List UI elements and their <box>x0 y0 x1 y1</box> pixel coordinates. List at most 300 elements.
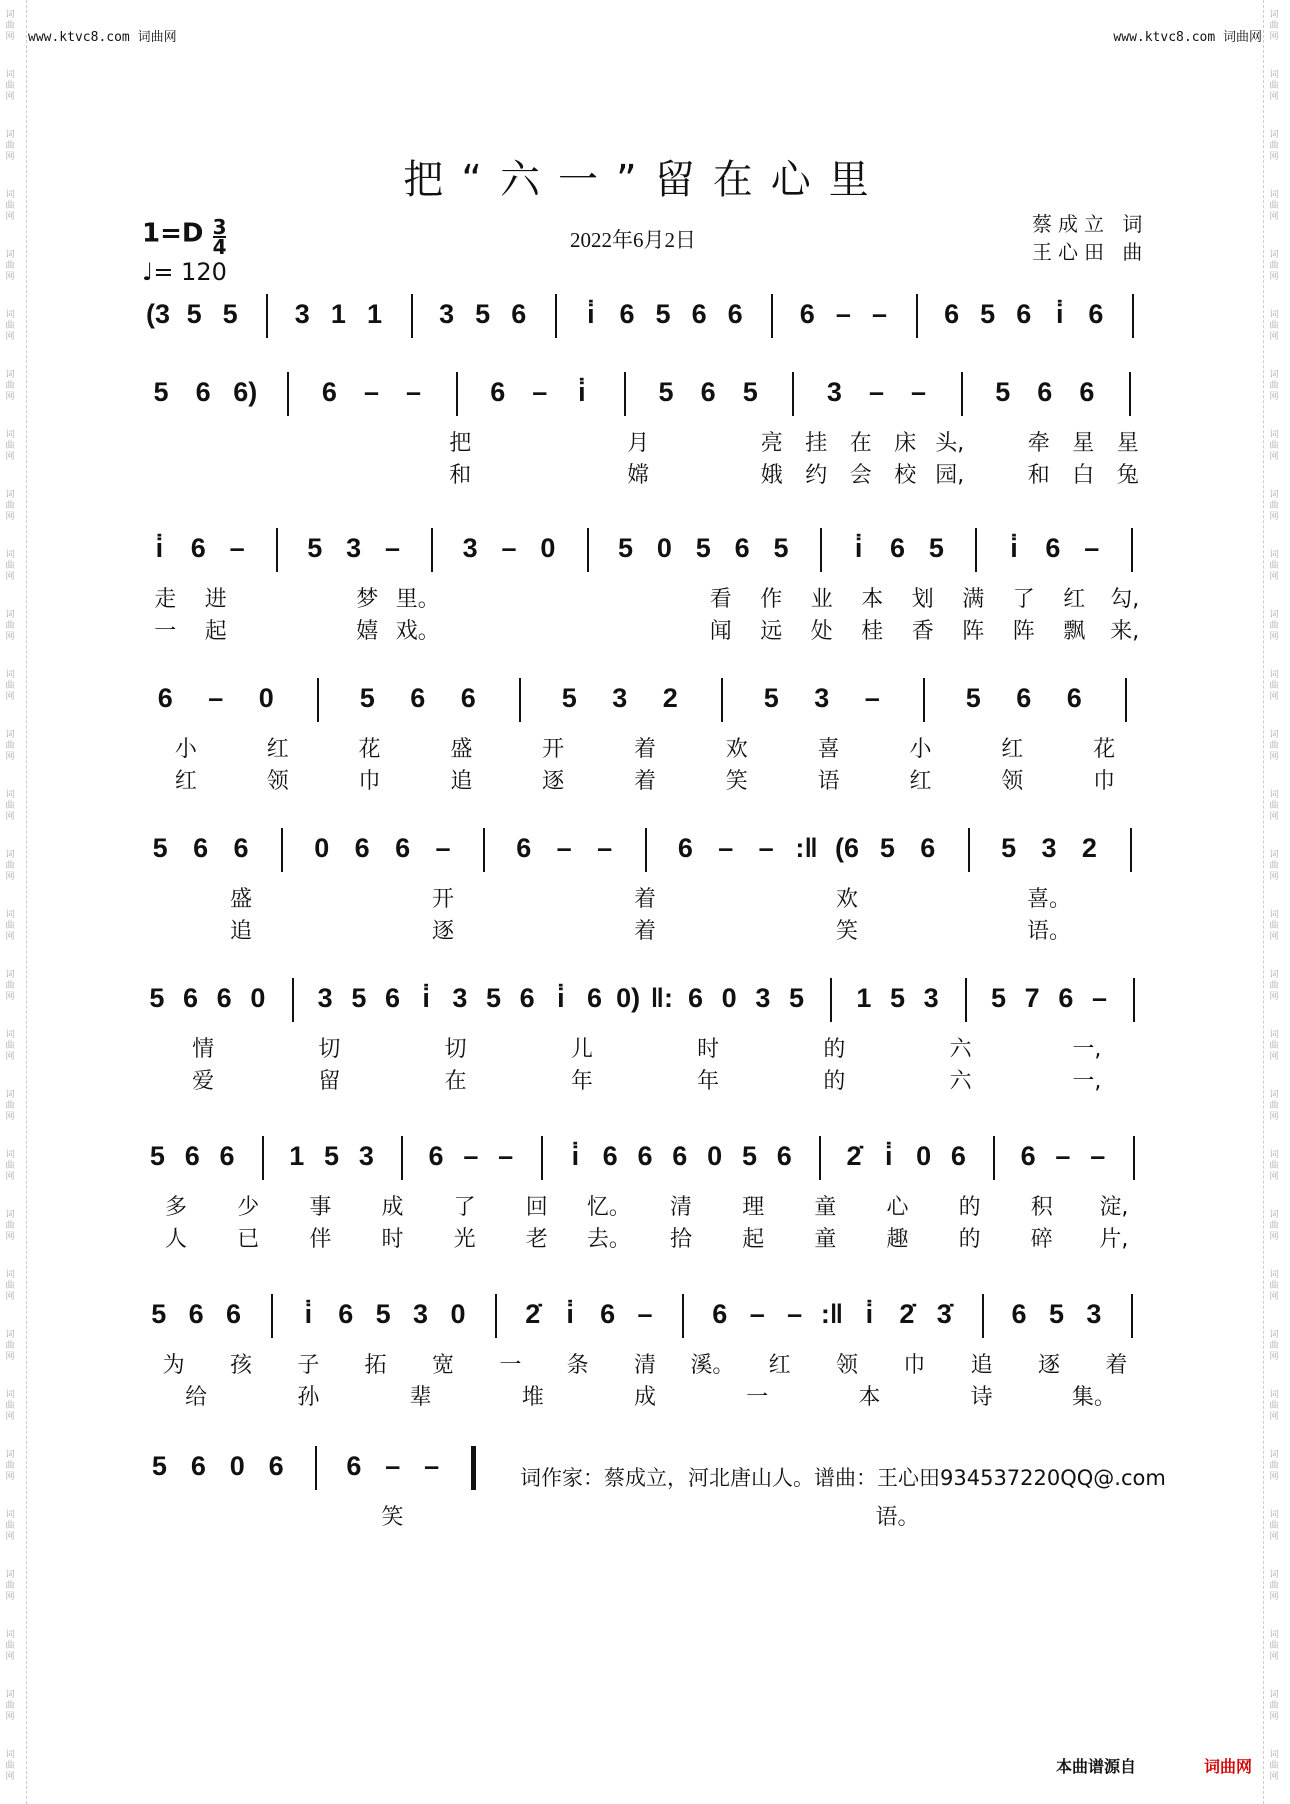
barline <box>968 828 970 872</box>
barline <box>266 294 268 338</box>
lyric-word: 为 <box>162 1353 185 1378</box>
barline <box>271 1294 273 1338</box>
lyric-line <box>140 1222 1150 1254</box>
notation-line <box>140 972 1150 1032</box>
lyric-word: 的 <box>823 1069 846 1094</box>
watermark-char: 词 <box>5 1090 15 1100</box>
watermark-char: 词 <box>5 250 15 260</box>
lyric-word: 处 <box>810 619 833 644</box>
watermark-char: 网 <box>1269 572 1279 582</box>
barline <box>961 372 963 416</box>
watermark-char: 词 <box>1269 1450 1279 1460</box>
lyric-word: 一 <box>154 619 177 644</box>
lyric-word: 子 <box>297 1353 320 1378</box>
lyric-word: 碎 <box>1030 1227 1053 1252</box>
lyric-word: 娥 <box>760 463 783 488</box>
watermark-char: 词 <box>5 1330 15 1340</box>
lyric-word: 开 <box>542 737 565 762</box>
watermark-char: 词 <box>5 430 15 440</box>
lyric-word: 笑 <box>725 769 748 794</box>
lyric-word: 一 <box>499 1353 522 1378</box>
watermark-char: 网 <box>5 632 15 642</box>
watermark-char: 曲 <box>1269 921 1279 931</box>
watermark-char: 词 <box>1269 490 1279 500</box>
note: 6 <box>1058 983 1074 1013</box>
watermark-char: 词 <box>5 790 15 800</box>
note: 5 <box>928 533 944 563</box>
note: 0 <box>721 983 737 1013</box>
lyric-word: 少 <box>237 1195 260 1220</box>
barline <box>281 828 283 872</box>
watermark-char: 网 <box>5 1412 15 1422</box>
watermark-char: 曲 <box>5 801 15 811</box>
lyric-word: 拾 <box>670 1227 693 1252</box>
note: 5 <box>879 833 895 863</box>
lyric-word: 欢 <box>725 737 748 762</box>
note: 0 <box>916 1141 932 1171</box>
note: – <box>406 377 422 407</box>
watermark-char: 网 <box>5 392 15 402</box>
lyric-word: 桂 <box>861 619 884 644</box>
note: 6 <box>1037 377 1053 407</box>
watermark-char: 词 <box>1269 1750 1279 1760</box>
note: – <box>864 683 880 713</box>
note: 6 <box>233 833 249 863</box>
barline <box>1129 372 1131 416</box>
note: – <box>501 533 517 563</box>
barline <box>401 1136 403 1180</box>
note: 3 <box>439 299 455 329</box>
composer-credit: 王心田 曲 <box>1032 240 1149 264</box>
note: 6 <box>460 683 476 713</box>
lyric-word: 看 <box>709 587 732 612</box>
lyric-word: 已 <box>237 1227 260 1252</box>
barline <box>587 528 589 572</box>
watermark-char: 曲 <box>1269 681 1279 691</box>
watermark-char: 网 <box>1269 1292 1279 1302</box>
barline <box>495 1294 497 1338</box>
note: 3 <box>612 683 628 713</box>
right-watermark-strip <box>1263 0 1290 1804</box>
watermark-char: 网 <box>5 272 15 282</box>
note: 6 <box>410 683 426 713</box>
note: ‖: <box>650 983 674 1013</box>
watermark-char: 曲 <box>1269 1341 1279 1351</box>
note: 3 <box>346 533 362 563</box>
watermark-char: 曲 <box>5 861 15 871</box>
note: 5 <box>742 377 758 407</box>
lyric-word: 回 <box>525 1195 548 1220</box>
lyric-word: 亮 <box>760 431 783 456</box>
watermark-char: 词 <box>5 1270 15 1280</box>
watermark-char: 词 <box>1269 1390 1279 1400</box>
watermark-char: 词 <box>5 370 15 380</box>
lyric-line <box>140 1348 1150 1380</box>
watermark-char: 曲 <box>5 1281 15 1291</box>
lyric-word: 六 <box>949 1037 972 1062</box>
lyric-word: 月 <box>627 431 650 456</box>
lyric-word: 挂 <box>805 431 828 456</box>
lyric-word: 梦 <box>356 587 379 612</box>
lyric-word: 切 <box>444 1037 467 1062</box>
note: – <box>363 377 379 407</box>
barline <box>1125 678 1127 722</box>
note: i̇ <box>885 1141 893 1171</box>
lyric-word: 时 <box>697 1037 720 1062</box>
lyric-line <box>140 914 1150 946</box>
note: 3 <box>923 983 939 1013</box>
lyric-word: 飘 <box>1063 619 1086 644</box>
footer-source-label: 本曲谱源自 <box>1056 1757 1137 1776</box>
note: – <box>749 1299 765 1329</box>
lyric-word: 划 <box>911 587 934 612</box>
note: i̇ <box>854 533 863 563</box>
watermark-char: 词 <box>5 190 15 200</box>
lyric-word: 开 <box>431 887 455 912</box>
barline <box>830 978 832 1022</box>
watermark-char: 曲 <box>5 621 15 631</box>
note: 6 <box>1016 683 1032 713</box>
note: 0 <box>540 533 556 563</box>
barline <box>721 678 723 722</box>
watermark-char: 词 <box>1269 850 1279 860</box>
lyric-word: 着 <box>633 919 657 944</box>
note: (6 <box>834 833 860 863</box>
watermark-char: 曲 <box>5 441 15 451</box>
watermark-char: 网 <box>1269 212 1279 222</box>
lyric-line <box>140 582 1150 614</box>
note: 5 <box>351 983 367 1013</box>
watermark-char: 网 <box>5 1172 15 1182</box>
watermark-char: 曲 <box>5 1101 15 1111</box>
barline <box>792 372 794 416</box>
barline <box>645 828 647 872</box>
note: 0 <box>250 983 266 1013</box>
note: i̇ <box>304 1299 313 1329</box>
watermark-char: 网 <box>1269 1532 1279 1542</box>
lyric-line <box>140 1064 1150 1096</box>
lyric-line <box>140 1032 1150 1064</box>
watermark-char: 词 <box>5 1210 15 1220</box>
lyric-word: 牵 <box>1027 431 1050 456</box>
watermark-char: 词 <box>1269 70 1279 80</box>
watermark-char: 词 <box>1269 1510 1279 1520</box>
watermark-char: 网 <box>1269 152 1279 162</box>
watermark-char: 网 <box>5 992 15 1002</box>
note: – <box>718 833 734 863</box>
note: :‖ <box>820 1299 844 1329</box>
watermark-char: 词 <box>5 70 15 80</box>
lyric-word: 语。 <box>875 1505 920 1530</box>
watermark-char: 曲 <box>1269 1641 1279 1651</box>
note: 3 <box>452 983 468 1013</box>
watermark-char: 网 <box>5 32 15 42</box>
watermark-char: 曲 <box>1269 1101 1279 1111</box>
watermark-char: 网 <box>5 1112 15 1122</box>
note: 0 <box>656 533 672 563</box>
note: i̇ <box>578 377 586 407</box>
note: 6 <box>395 833 411 863</box>
note: 3 <box>358 1141 374 1171</box>
barline <box>456 372 458 416</box>
barline <box>276 528 278 572</box>
lyric-word: 嫦 <box>627 463 650 488</box>
lyric-word: 校 <box>894 463 917 488</box>
barline <box>292 978 294 1022</box>
lyric-word: 作 <box>760 587 783 612</box>
note: 6 <box>321 377 337 407</box>
lyric-word: 人 <box>165 1227 188 1252</box>
note: – <box>384 533 401 563</box>
note: 6 <box>672 1141 688 1171</box>
watermark-char: 词 <box>1269 190 1279 200</box>
watermark-char: 网 <box>5 1532 15 1542</box>
note: 6 <box>637 1141 653 1171</box>
watermark-char: 网 <box>5 1712 15 1722</box>
watermark-char: 网 <box>5 692 15 702</box>
watermark-char: 词 <box>5 1510 15 1520</box>
watermark-char: 网 <box>5 1052 15 1062</box>
lyric-word: 领 <box>266 769 289 794</box>
watermark-char: 词 <box>5 310 15 320</box>
watermark-char: 词 <box>5 610 15 620</box>
watermark-char: 词 <box>5 1690 15 1700</box>
lyric-word: 笑 <box>381 1505 404 1530</box>
lyric-word: 条 <box>566 1353 589 1378</box>
lyric-word: 小 <box>174 737 197 762</box>
tempo-marking: ♩= 120 <box>142 258 227 286</box>
note: – <box>758 833 774 863</box>
watermark-char: 曲 <box>1269 1461 1279 1471</box>
lyric-word: 溪。 <box>690 1353 735 1378</box>
watermark-char: 词 <box>1269 730 1279 740</box>
watermark-char: 词 <box>1269 1030 1279 1040</box>
note: 6 <box>700 377 716 407</box>
lyric-word: 床 <box>894 431 917 456</box>
watermark-char: 曲 <box>1269 981 1279 991</box>
watermark-char: 曲 <box>5 1521 15 1531</box>
note: 6 <box>1016 299 1032 329</box>
lyric-word: 红 <box>768 1353 791 1378</box>
note: 3 <box>462 533 478 563</box>
note: 6 <box>226 1299 242 1329</box>
lyric-word: 进 <box>204 587 227 612</box>
note: 5 <box>1048 1299 1064 1329</box>
score-system <box>140 288 1150 348</box>
watermark-char: 曲 <box>5 1341 15 1351</box>
lyric-line <box>140 426 1150 458</box>
lyric-word: 盛 <box>450 737 473 762</box>
lyric-word: 理 <box>742 1195 765 1220</box>
lyric-word: 阵 <box>1012 619 1035 644</box>
lyric-word: 园, <box>935 463 965 488</box>
barline <box>262 1136 264 1180</box>
note: 5 <box>359 683 375 713</box>
lyric-word: 孩 <box>229 1353 253 1378</box>
note: 5 <box>561 683 577 713</box>
lyric-word: 本 <box>861 587 884 612</box>
lyric-word: 语。 <box>1026 919 1072 944</box>
note: 6 <box>1011 1299 1027 1329</box>
watermark-char: 曲 <box>5 81 15 91</box>
watermark-char: 词 <box>1269 670 1279 680</box>
note: 5 <box>695 533 711 563</box>
lyric-word: 本 <box>858 1385 881 1410</box>
note: 3 <box>317 983 333 1013</box>
lyric-word: 宽 <box>431 1353 455 1378</box>
note: 5 <box>655 299 671 329</box>
note: – <box>871 299 887 329</box>
lyric-word: 去。 <box>586 1227 631 1252</box>
note: 7 <box>1024 983 1040 1013</box>
note: 5 <box>475 299 491 329</box>
watermark-char: 网 <box>1269 752 1279 762</box>
note: – <box>424 1451 440 1481</box>
lyric-word: 红 <box>1063 587 1086 612</box>
lyric-word: 巾 <box>358 769 381 794</box>
lyric-word: 的 <box>958 1195 981 1220</box>
watermark-char: 词 <box>5 550 15 560</box>
note: 0 <box>707 1141 723 1171</box>
note: 0) <box>616 983 641 1013</box>
lyric-word: 巾 <box>903 1353 926 1378</box>
note: 6 <box>193 833 209 863</box>
note: 5 <box>995 377 1011 407</box>
note: 6 <box>516 833 532 863</box>
barline <box>771 294 773 338</box>
lyric-word: 和 <box>1027 463 1050 488</box>
lyric-word: 满 <box>962 587 985 612</box>
watermark-char: 网 <box>1269 272 1279 282</box>
note: 6 <box>691 299 707 329</box>
lyric-word: 片, <box>1099 1227 1129 1252</box>
barline <box>1133 978 1135 1022</box>
lyric-word: 里。 <box>395 587 440 612</box>
note: 6 <box>190 533 206 563</box>
lyric-word: 花 <box>358 737 381 762</box>
barline <box>1132 294 1134 338</box>
lyric-line <box>140 732 1150 764</box>
note: 6 <box>600 1299 616 1329</box>
note: 6 <box>734 533 750 563</box>
note: 5 <box>222 299 238 329</box>
note: 2̇ <box>846 1141 862 1171</box>
note: 6 <box>1088 299 1104 329</box>
watermark-char: 词 <box>5 850 15 860</box>
watermark-char: 词 <box>1269 610 1279 620</box>
watermark-char: 曲 <box>5 1641 15 1651</box>
note: 5 <box>151 1299 167 1329</box>
watermark-char: 网 <box>5 1772 15 1782</box>
watermark-char: 曲 <box>5 1581 15 1591</box>
lyric-word: 趣 <box>886 1227 909 1252</box>
note: 5 <box>152 833 168 863</box>
note: 3 <box>294 299 310 329</box>
lyric-word: 了 <box>1012 587 1035 612</box>
note: 6 <box>182 983 199 1013</box>
note: – <box>1091 983 1108 1013</box>
lyric-word: 业 <box>810 587 833 612</box>
note: 6 <box>799 299 815 329</box>
watermark-char: 词 <box>5 1030 15 1040</box>
lyric-word: 香 <box>911 619 934 644</box>
watermark-char: 曲 <box>5 1161 15 1171</box>
note: 1 <box>856 983 872 1013</box>
watermark-char: 词 <box>1269 1090 1279 1100</box>
barline <box>411 294 413 338</box>
note: – <box>435 833 451 863</box>
lyric-line <box>140 1380 1150 1412</box>
note: 5 <box>788 983 805 1013</box>
watermark-char: 网 <box>1269 1352 1279 1362</box>
footer-site-link[interactable]: 词曲网 <box>1204 1757 1253 1776</box>
note: 5 <box>307 533 323 563</box>
note: 6 <box>354 833 370 863</box>
lyric-word: 积 <box>1030 1195 1053 1220</box>
watermark-char: 网 <box>1269 512 1279 522</box>
watermark-char: 曲 <box>1269 741 1279 751</box>
lyric-word: 追 <box>970 1353 993 1378</box>
note: 6 <box>677 833 693 863</box>
watermark-char: 曲 <box>1269 321 1279 331</box>
watermark-char: 网 <box>5 872 15 882</box>
watermark-char: 曲 <box>1269 141 1279 151</box>
barline <box>820 528 822 572</box>
note: 3 <box>814 683 830 713</box>
note: – <box>637 1299 653 1329</box>
barline <box>317 678 319 722</box>
lyric-word: 喜。 <box>1026 887 1072 912</box>
watermark-char: 网 <box>5 812 15 822</box>
note: 6 <box>384 983 401 1013</box>
header-url-left: www.ktvc8.com 词曲网 <box>28 30 177 45</box>
note: 6 <box>1045 533 1061 563</box>
watermark-char: 词 <box>5 970 15 980</box>
barline <box>982 1294 984 1338</box>
watermark-char: 网 <box>1269 932 1279 942</box>
lyric-line <box>140 882 1150 914</box>
watermark-char: 曲 <box>1269 621 1279 631</box>
note: 2 <box>662 683 678 713</box>
lyric-word: 忆。 <box>586 1195 631 1220</box>
watermark-char: 词 <box>1269 910 1279 920</box>
note: 0 <box>258 683 274 713</box>
watermark-char: 曲 <box>1269 1041 1279 1051</box>
note: 1 <box>366 299 382 329</box>
note: 0 <box>450 1299 466 1329</box>
note: 6 <box>687 983 704 1013</box>
note: i̇ <box>587 299 595 329</box>
score-system <box>140 672 1150 796</box>
watermark-char: 网 <box>1269 1772 1279 1782</box>
lyric-word: 时 <box>381 1227 404 1252</box>
watermark-char: 曲 <box>1269 21 1279 31</box>
watermark-char: 曲 <box>5 681 15 691</box>
note: 5 <box>1001 833 1017 863</box>
watermark-char: 曲 <box>1269 381 1279 391</box>
watermark-char: 网 <box>1269 1472 1279 1482</box>
watermark-char: 网 <box>1269 92 1279 102</box>
watermark-char: 曲 <box>5 381 15 391</box>
watermark-char: 曲 <box>1269 1581 1279 1591</box>
watermark-char: 词 <box>1269 1330 1279 1340</box>
note: – <box>787 1299 803 1329</box>
note: 6 <box>190 1451 206 1481</box>
watermark-char: 曲 <box>1269 1521 1279 1531</box>
note: 1 <box>289 1141 305 1171</box>
watermark-char: 网 <box>5 1592 15 1602</box>
lyric-word: 欢 <box>835 887 859 912</box>
